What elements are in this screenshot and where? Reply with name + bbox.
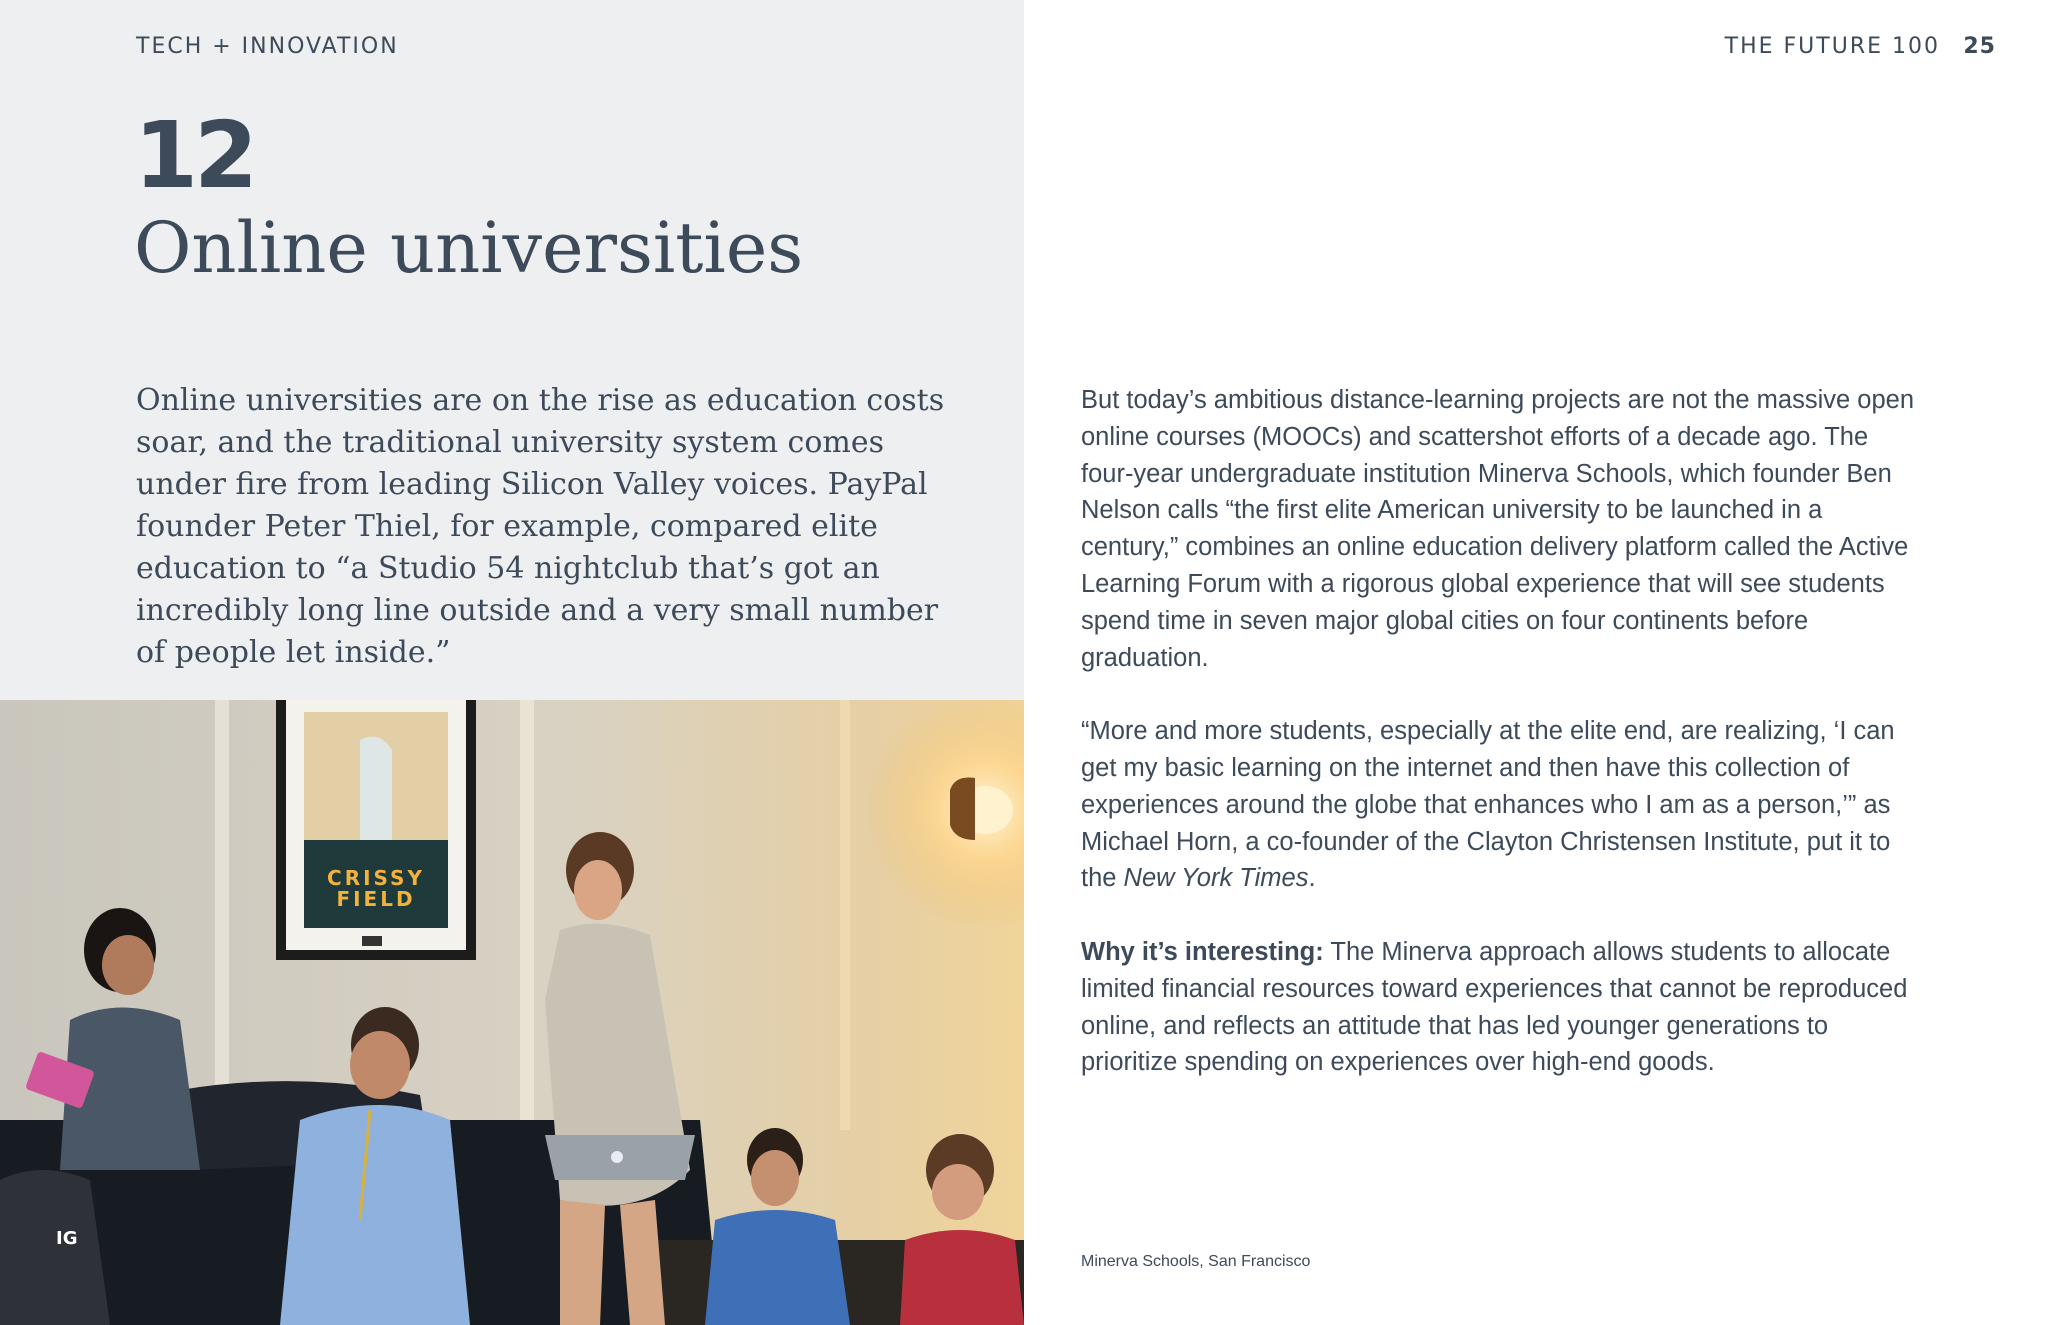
page-number: 25 bbox=[1963, 34, 1996, 59]
why-interesting-label: Why it’s interesting: bbox=[1081, 937, 1324, 966]
ig-logo-text: IG bbox=[56, 1228, 78, 1249]
photo-caption: Minerva Schools, San Francisco bbox=[1081, 1253, 1311, 1270]
why-interesting-paragraph bbox=[1081, 934, 1921, 1081]
poster-text-line2: FIELD bbox=[336, 887, 416, 911]
body-paragraph-2 bbox=[1081, 713, 1921, 897]
why-interesting-text: The Minerva approach allows students to allocate limited financial resources toward experiences that cannot be reproduced online, and reflects an attitude that has led younger generations to prioritize spending on experiences over high-end goods. bbox=[1081, 937, 1908, 1077]
body-paragraph-2-end: . bbox=[1308, 864, 1316, 893]
intro-paragraph: Online universities are on the rise as education costs soar, and the traditional university system comes under fire from leading Silicon Valley voices. PayPal founder Peter Thiel, for example, compared elite education to “a Studio 54 nightclub that’s got an incredibly long line outside and a very small number of people let inside.” bbox=[136, 383, 945, 670]
photo-minerva-students bbox=[0, 700, 1024, 1325]
body-paragraph-1: But today’s ambitious distance-learning projects are not the massive open online courses (MOOCs) and scattershot efforts of a decade ago. The four-year undergraduate institution Minerva Schools, which founder Ben Nelson calls “the first elite American university to be launched in a century,” combines an online education delivery platform called the Active Learning Forum with a rigorous global experience that will see students spend time in seven major global cities on four continents before graduation. bbox=[1081, 386, 1914, 672]
poster-text-line1: CRISSY bbox=[327, 866, 425, 890]
page-title: Online universities bbox=[134, 207, 804, 289]
trend-number: 12 bbox=[134, 102, 255, 209]
body-paragraph-2-main: “More and more students, especially at the elite end, are realizing, ‘I can get my basic learning on the internet and then have this collection of experiences around the globe that enhances who I am as a person,’” as Michael Horn, a co-founder of the Clayton Christensen Institute, put it to the bbox=[1081, 717, 1895, 893]
report-title: THE FUTURE 100 bbox=[1724, 34, 1940, 59]
body-text bbox=[1081, 382, 1921, 1118]
publication-name: New York Times bbox=[1123, 864, 1309, 893]
section-label: TECH + INNOVATION bbox=[136, 34, 399, 59]
